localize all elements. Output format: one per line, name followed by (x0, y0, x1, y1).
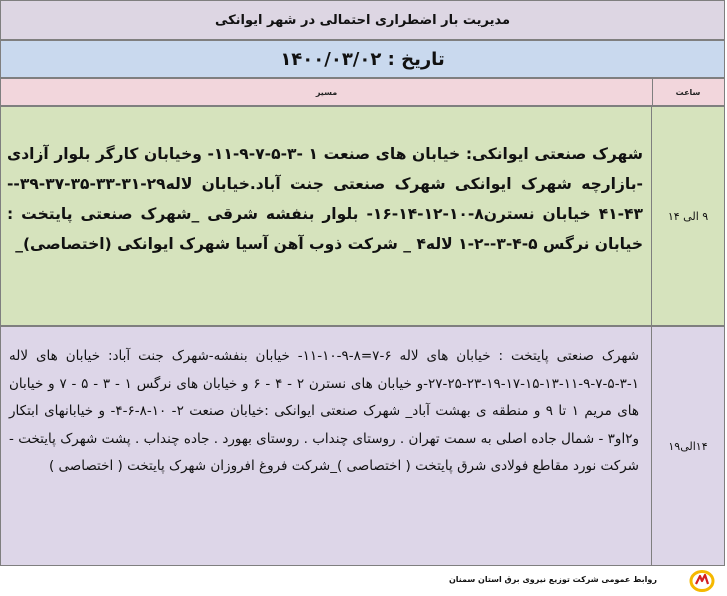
time-cell: ۹ الی ۱۴ (667, 209, 709, 223)
footer (0, 566, 727, 596)
date-label: تاریخ : ۱۴۰۰/۰۳/۰۲ (280, 48, 445, 70)
page-title-text: مدیریت بار اضطراری احتمالی در شهر ایوانکی (214, 12, 511, 28)
table-row (0, 106, 725, 326)
table-header (0, 78, 725, 106)
footer-text: روابط عمومی شرکت توزیع نیروی برق استان سمنان (448, 575, 657, 584)
route-cell: شهرک صنعتی پایتخت : خیابان های لاله ۶-۷=۸-۹-۱۰-۱۱- خیابان بنفشه-شهرک جنت آباد: خیابان های لاله ۱-۳-۵-۷-۹-۱۱-۱۳-۱۵-۱۷-۱۹-۲۳-۲۵-۲۷-و خیابان های نسترن ۲ - ۴ - ۶ و خیابان های نرگس ۱ - ۳ - ۵ - ۷ و خیابان های مریم ۱ تا ۹ و منطقه ی بهشت آباد_ شهرک صنعتی ایوانکی :خیابان صنعت ۲- ۱۰-۸-۶-۴- و خیابانهای ابتکار و۲او۳ - شمال جاده اصلی به سمت تهران . روستای چنداب . روستای بهورد . جاده چنداب . پشت شهرک پایتخت - شرکت نورد مقاطع فولادی شرق پایتخت ( اختصاصی )_شرکت فروغ افروزان شهرک پایتخت ( اختصاصی ) (1, 327, 652, 565)
page-title (0, 0, 725, 40)
column-header-time: ساعت (675, 87, 701, 97)
time-cell: ۱۴الی۱۹ (668, 439, 708, 453)
date-row (0, 40, 725, 78)
route-cell: شهرک صنعتی ایوانکی: خیابان های صنعت ۱ -۳-۵-۷-۹-۱۱- وخیابان کارگر بلوار آزادی -بازارچه شهرک ایوانکی شهرک صنعتی جنت آباد.خیابان لاله۲۹-۳۱-۳۳-۳۵-۳۷-۳۹-- ۴۳-۴۱ خیابان نسترن۸-۱۰-۱۲-۱۴-۱۶- بلوار بنفشه شرقی _شهرک صنعتی پایتخت : خیابان نرگس ۵-۴-۳--۲-۱ لاله۴ _ شرکت ذوب آهن آسیا شهرک ایوانکی (اختصاصی)_ (1, 107, 652, 325)
column-header-route: مسیر (1, 79, 653, 105)
power-company-logo-icon (689, 570, 715, 592)
table-row (0, 326, 725, 566)
